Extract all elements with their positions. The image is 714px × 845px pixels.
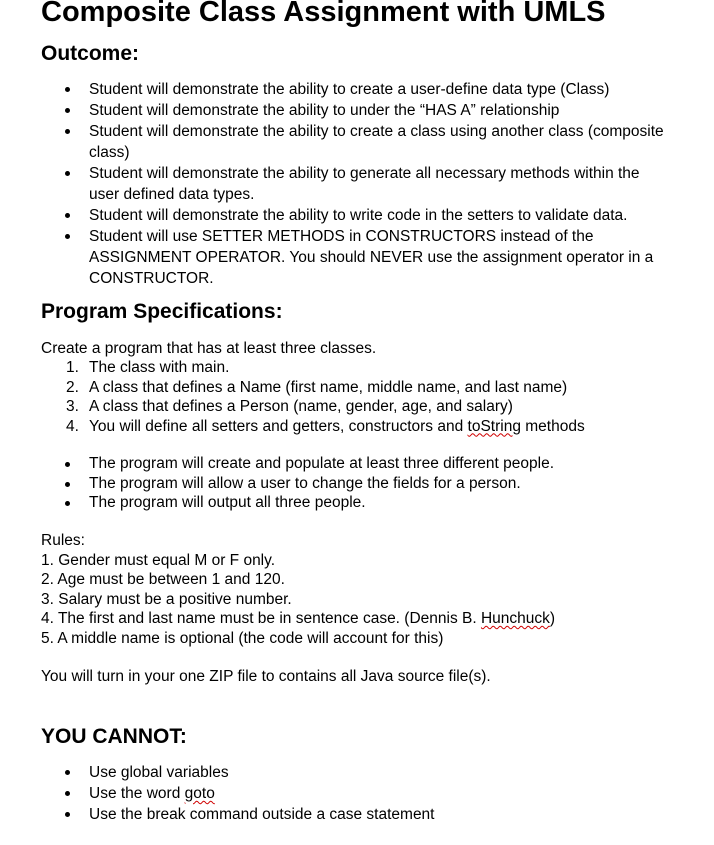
cannot-heading: YOU CANNOT: [41, 725, 187, 748]
submission-text: You will turn in your one ZIP file to contains all Java source file(s). [41, 668, 491, 685]
rule-item [41, 609, 555, 629]
rules-block [41, 531, 555, 648]
item-number: 1. [66, 359, 79, 376]
cannot-item: Use global variables [0, 762, 669, 783]
item-text-before: You will define all setters and getters, constructors and [89, 417, 468, 435]
specs-numbered-item [0, 417, 585, 437]
rule-text-after: ) [549, 610, 556, 627]
specs-numbered-list [0, 358, 585, 436]
item-text-after: methods [520, 417, 585, 435]
item-number: 4. [66, 417, 79, 435]
specs-intro: Create a program that has at least three classes. [41, 340, 377, 357]
item-text: A class that defines a Name (first name, middle name, and last name) [89, 378, 568, 396]
outcome-item: Student will demonstrate the ability to under the “HAS A” relationship [0, 100, 669, 121]
document-title: Composite Class Assignment with UMLS [41, 0, 606, 28]
rule-item: 5. A middle name is optional (the code will account for this) [41, 629, 444, 647]
outcome-item: Student will demonstrate the ability to create a user-define data type (Class) [0, 79, 669, 100]
spellcheck-flagged-word: toString [467, 417, 521, 435]
outcome-list [0, 79, 669, 289]
outcome-item: Student will use SETTER METHODS in CONSTRUCTORS instead of the ASSIGNMENT OPERATOR. You should NEVER use the assignment operator in a CONSTRUCTOR. [0, 226, 669, 289]
outcome-item: Student will demonstrate the ability to create a class using another class (composite class) [0, 121, 669, 163]
outcome-item: Student will demonstrate the ability to write code in the setters to validate data. [0, 205, 669, 226]
specs-bullet-item: The program will create and populate at least three different people. [0, 454, 669, 474]
item-number: 2. [66, 378, 79, 396]
specs-numbered-item [0, 397, 585, 417]
item-text: The class with main. [89, 359, 230, 376]
cannot-item: Use the break command outside a case statement [0, 804, 669, 825]
rule-item: 2. Age must be between 1 and 120. [41, 571, 285, 588]
specs-numbered-item [0, 378, 585, 398]
cannot-text-before: Use the word [89, 785, 185, 802]
item-number: 3. [66, 398, 79, 415]
item-text: A class that defines a Person (name, gender, age, and salary) [89, 398, 513, 415]
spellcheck-flagged-word: Hunchuck [480, 610, 550, 627]
spellcheck-flagged-word: goto [184, 785, 215, 802]
cannot-item [0, 783, 669, 804]
specs-bullet-item: The program will output all three people. [0, 493, 669, 513]
rule-item: 1. Gender must equal M or F only. [41, 551, 276, 569]
cannot-list [0, 762, 669, 825]
specs-bullet-item: The program will allow a user to change the fields for a person. [0, 474, 669, 494]
rule-item: 3. Salary must be a positive number. [41, 590, 292, 608]
outcome-heading: Outcome: [41, 42, 140, 65]
specs-heading: Program Specifications: [41, 300, 283, 323]
specs-numbered-item [0, 358, 585, 378]
outcome-item: Student will demonstrate the ability to generate all necessary methods within the user defined data types. [0, 163, 669, 205]
specs-bullet-list [0, 454, 669, 513]
rule-text-before: 4. The first and last name must be in sentence case. (Dennis B. [41, 610, 481, 627]
rules-heading: Rules: [41, 532, 85, 549]
